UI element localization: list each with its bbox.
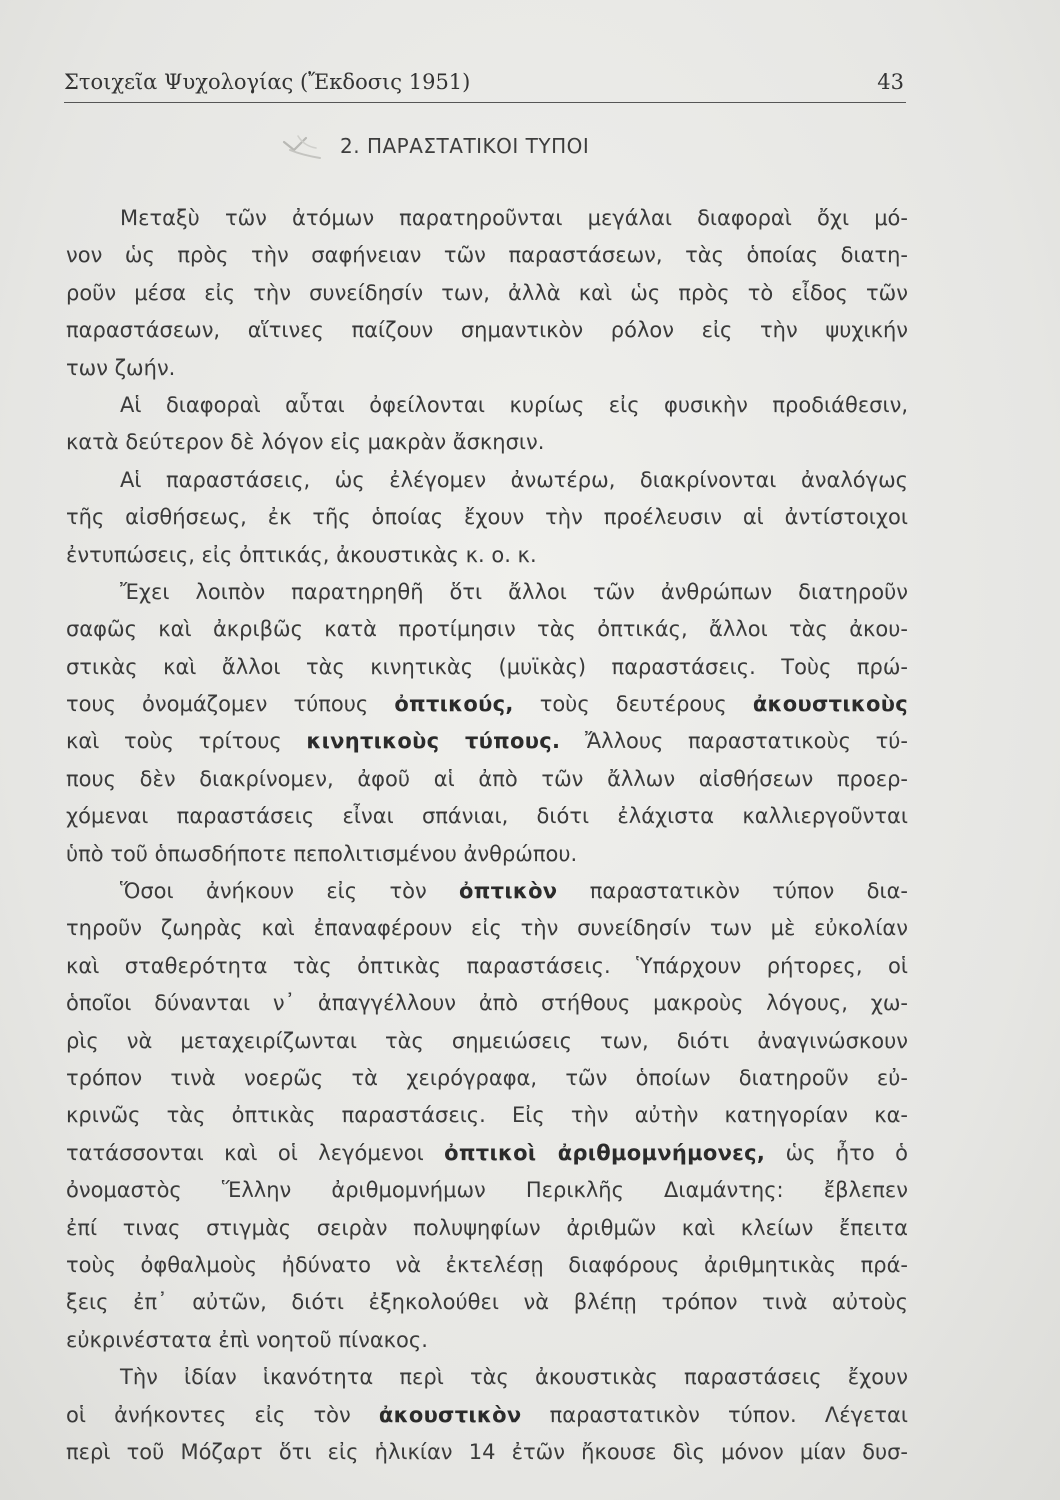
text-segment: τατάσσονται καὶ οἱ λεγόμενοι bbox=[66, 1140, 445, 1165]
text-segment: οἱ ἀνήκοντες εἰς τὸν bbox=[66, 1402, 379, 1427]
text-line bbox=[66, 1322, 908, 1359]
text-line bbox=[66, 1284, 908, 1321]
running-header bbox=[64, 70, 906, 103]
text-line bbox=[66, 1172, 908, 1209]
text-segment: ὀνομαστὸς Ἕλλην ἀριθμομνήμων Περικλῆς Διαμάντης: ἔβλεπεν bbox=[66, 1178, 908, 1203]
text-segment: Αἱ παραστάσεις, ὡς ἐλέγομεν ἀνωτέρω, διακρίνονται ἀναλόγως bbox=[120, 467, 908, 492]
text-line bbox=[66, 387, 908, 424]
text-line bbox=[66, 275, 908, 312]
text-segment: καὶ σταθερότητα τὰς ὀπτικὰς παραστάσεις. Ὑπάρχουν ρήτορες, οἱ bbox=[66, 953, 908, 978]
text-segment: παραστατικὸν τύπον. Λέγεται bbox=[521, 1402, 908, 1427]
text-line bbox=[66, 1434, 908, 1471]
text-line bbox=[66, 723, 908, 760]
text-segment: σαφῶς καὶ ἀκριβῶς κατὰ προτίμησιν τὰς ὀπτικάς, ἄλλοι τὰς ἀκου- bbox=[66, 617, 908, 642]
text-line bbox=[66, 537, 908, 574]
text-segment: Τὴν ἰδίαν ἱκανότητα περὶ τὰς ἀκουστικὰς παραστάσεις ἔχουν bbox=[120, 1365, 908, 1390]
text-segment: τοὺς δευτέρους bbox=[513, 692, 753, 717]
text-line bbox=[66, 350, 908, 387]
text-line bbox=[66, 1359, 908, 1396]
text-line bbox=[66, 1135, 908, 1172]
text-segment: παραστατικὸν τύπον δια- bbox=[557, 879, 908, 904]
text-segment: εὐκρινέστατα ἐπὶ νοητοῦ πίνακος. bbox=[66, 1327, 428, 1352]
text-segment: τους ὀνομάζομεν τύπους bbox=[66, 692, 395, 717]
emphasized-term: ὀπτικὸν bbox=[459, 879, 558, 904]
emphasized-term: ἀκουστικοὺς bbox=[752, 692, 908, 717]
text-segment: παραστάσεων, αἵτινες παίζουν σημαντικὸν ρόλον εἰς τὴν ψυχικήν bbox=[66, 318, 908, 343]
text-segment: των ζωήν. bbox=[66, 355, 176, 380]
text-segment: νον ὡς πρὸς τὴν σαφήνειαν τῶν παραστάσεων, τὰς ὁποίας διατη- bbox=[66, 243, 908, 268]
text-segment: τῆς αἰσθήσεως, ἐκ τῆς ὁποίας ἔχουν τὴν προέλευσιν αἱ ἀντίστοιχοι bbox=[66, 505, 908, 530]
text-segment: καὶ τοὺς τρίτους bbox=[66, 729, 307, 754]
text-line bbox=[66, 611, 908, 648]
text-segment: ὑπὸ τοῦ ὁπωσδήποτε πεπολιτισμένου ἀνθρώπου. bbox=[66, 841, 578, 866]
text-segment: πους δὲν διακρίνομεν, ἀφοῦ αἱ ἀπὸ τῶν ἄλλων αἰσθήσεων προερ- bbox=[66, 766, 908, 791]
text-line bbox=[66, 1023, 908, 1060]
text-line bbox=[66, 910, 908, 947]
text-segment: χόμεναι παραστάσεις εἶναι σπάνιαι, διότι ἐλάχιστα καλλιεργοῦνται bbox=[66, 804, 908, 829]
text-line bbox=[66, 312, 908, 349]
text-segment: ξεις ἐπ᾽ αὐτῶν, διότι ἐξηκολούθει νὰ βλέπῃ τρόπον τινὰ αὐτοὺς bbox=[66, 1290, 908, 1315]
text-line bbox=[66, 649, 908, 686]
text-line bbox=[66, 985, 908, 1022]
emphasized-term: ἀκουστικὸν bbox=[378, 1402, 522, 1427]
text-segment: τρόπον τινὰ νοερῶς τὰ χειρόγραφα, τῶν ὁποίων διατηροῦν εὐ- bbox=[66, 1065, 908, 1090]
text-line bbox=[66, 686, 908, 723]
text-line bbox=[66, 873, 908, 910]
text-segment: Αἱ διαφοραὶ αὗται ὀφείλονται κυρίως εἰς φυσικὴν προδιάθεσιν, bbox=[120, 392, 908, 417]
text-line bbox=[66, 798, 908, 835]
text-segment: ροῦν μέσα εἰς τὴν συνείδησίν των, ἀλλὰ καὶ ὡς πρὸς τὸ εἶδος τῶν bbox=[66, 280, 908, 305]
text-segment: ὡς ἦτο ὁ bbox=[765, 1140, 908, 1165]
text-line bbox=[66, 1210, 908, 1247]
text-segment: Μεταξὺ τῶν ἀτόμων παρατηροῦνται μεγάλαι διαφοραὶ ὄχι μό- bbox=[120, 206, 908, 230]
text-line bbox=[66, 237, 908, 274]
emphasized-term: ὀπτικοὶ ἀριθμομνήμονες, bbox=[444, 1140, 766, 1165]
text-line bbox=[66, 948, 908, 985]
handwritten-check-mark-icon bbox=[280, 128, 326, 164]
text-line bbox=[66, 424, 908, 461]
text-segment: στικὰς καὶ ἄλλοι τὰς κινητικὰς (μυϊκὰς) παραστάσεις. Τοὺς πρώ- bbox=[66, 654, 908, 679]
text-segment: Ὅσοι ἀνήκουν εἰς τὸν bbox=[120, 879, 460, 904]
section-heading: 2. ΠΑΡΑΣΤΑΤΙΚΟΙ ΤΥΠΟΙ bbox=[340, 134, 590, 158]
text-segment: τηροῦν ζωηρὰς καὶ ἐπαναφέρουν εἰς τὴν συνείδησίν των μὲ εὐκολίαν bbox=[66, 916, 908, 941]
text-line bbox=[66, 1247, 908, 1284]
text-line bbox=[66, 836, 908, 873]
body-text bbox=[66, 200, 908, 1471]
text-segment: κρινῶς τὰς ὀπτικὰς παραστάσεις. Εἰς τὴν αὐτὴν κατηγορίαν κα- bbox=[66, 1103, 908, 1128]
text-line bbox=[66, 499, 908, 536]
text-segment: περὶ τοῦ Μόζαρτ ὅτι εἰς ἡλικίαν 14 ἐτῶν ἤκουσε δὶς μόνον μίαν δυσ- bbox=[66, 1439, 908, 1464]
text-segment: ἐπί τινας στιγμὰς σειρὰν πολυψηφίων ἀριθμῶν καὶ κλείων ἔπειτα bbox=[66, 1215, 908, 1240]
text-segment: τοὺς ὀφθαλμοὺς ἠδύνατο νὰ ἐκτελέσῃ διαφόρους ἀριθμητικὰς πρά- bbox=[66, 1252, 908, 1277]
text-segment: ρὶς νὰ μεταχειρίζωνται τὰς σημειώσεις των, διότι ἀναγινώσκουν bbox=[66, 1028, 908, 1053]
text-segment: ἐντυπώσεις, εἰς ὀπτικάς, ἀκουστικὰς κ. ο. κ. bbox=[66, 542, 537, 567]
text-segment: Ἔχει λοιπὸν παρατηρηθῆ ὅτι ἄλλοι τῶν ἀνθρώπων διατηροῦν bbox=[120, 579, 908, 604]
text-line bbox=[66, 1397, 908, 1434]
text-line bbox=[66, 1060, 908, 1097]
emphasized-term: κινητικοὺς τύπους. bbox=[306, 729, 561, 754]
emphasized-term: ὀπτικούς, bbox=[394, 692, 514, 717]
book-title: Στοιχεῖα Ψυχολογίας (Ἔκδοσις 1951) bbox=[64, 70, 471, 94]
text-line bbox=[66, 200, 908, 237]
text-segment: Ἄλλους παραστατικοὺς τύ- bbox=[560, 729, 908, 754]
text-segment: κατὰ δεύτερον δὲ λόγον εἰς μακρὰν ἄσκησιν. bbox=[66, 430, 545, 455]
text-line bbox=[66, 574, 908, 611]
text-line bbox=[66, 1097, 908, 1134]
text-segment: ὁποῖοι δύνανται ν᾽ ἀπαγγέλλουν ἀπὸ στήθους μακροὺς λόγους, χω- bbox=[66, 991, 908, 1016]
page-number: 43 bbox=[877, 70, 904, 94]
text-line bbox=[66, 761, 908, 798]
text-line bbox=[66, 462, 908, 499]
